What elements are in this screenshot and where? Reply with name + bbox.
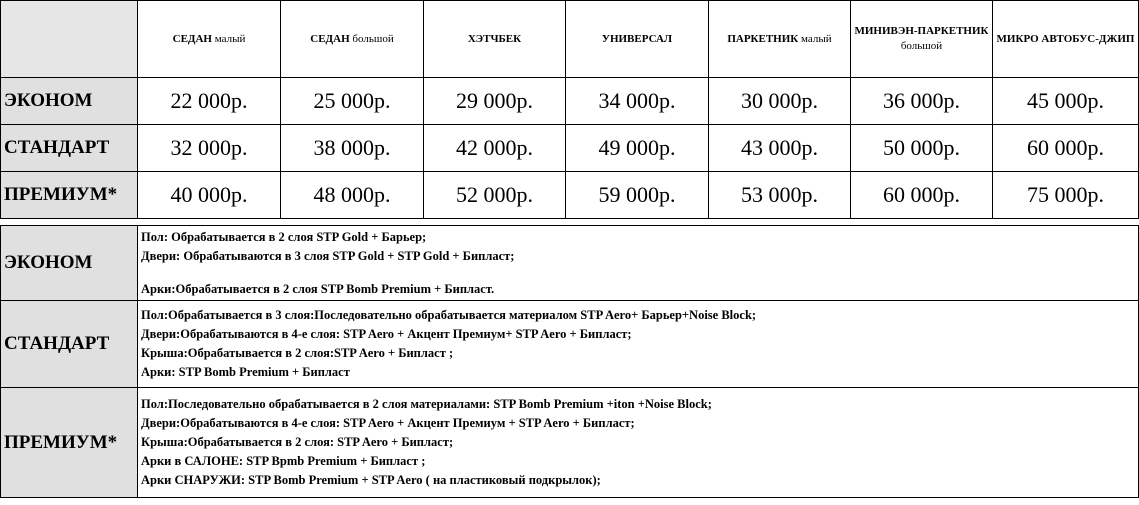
price-cell: 45 000р. (993, 78, 1139, 125)
price-cell: 34 000р. (566, 78, 709, 125)
desc-line: Двери:Обрабатываются в 4-е слоя: STP Aero + Акцент Премиум + STP Aero + Бипласт; (141, 416, 635, 430)
price-cell: 36 000р. (851, 78, 993, 125)
desc-line: Пол:Последовательно обрабатывается в 2 слоя материалами: STP Bomb Premium +iton +Noise Block; (141, 397, 712, 411)
desc-row-econom (1, 226, 1139, 301)
price-row-premium (1, 172, 1139, 219)
desc-text-econom (138, 226, 1139, 301)
col-header-hatchback: ХЭТЧБЕК (424, 1, 566, 78)
price-row-econom (1, 78, 1139, 125)
price-cell: 52 000р. (424, 172, 566, 219)
price-cell: 25 000р. (281, 78, 424, 125)
price-cell: 50 000р. (851, 125, 993, 172)
description-table (0, 225, 1139, 498)
price-cell: 42 000р. (424, 125, 566, 172)
price-row-standard (1, 125, 1139, 172)
tier-label-standard: СТАНДАРТ (1, 125, 138, 172)
desc-line: Арки: STP Bomb Premium + Бипласт (141, 365, 350, 379)
desc-text-premium (138, 388, 1139, 498)
desc-line: Пол:Обрабатывается в 3 слоя:Последовательно обрабатывается материалом STP Aero+ Барьер+Noise Block; (141, 308, 757, 322)
tier-label-econom: ЭКОНОМ (1, 78, 138, 125)
price-cell: 48 000р. (281, 172, 424, 219)
price-cell: 40 000р. (138, 172, 281, 219)
desc-tier-econom: ЭКОНОМ (1, 226, 138, 301)
desc-line: Пол: Обрабатывается в 2 слоя STP Gold + Барьер; (141, 229, 427, 244)
price-cell: 22 000р. (138, 78, 281, 125)
price-cell: 30 000р. (709, 78, 851, 125)
desc-line: Арки в САЛОНЕ: STP Bpmb Premium + Бипласт ; (141, 454, 426, 468)
col-header-minivan-large: МИНИВЭН-ПАРКЕТНИК большой (851, 1, 993, 78)
desc-line: Арки СНАРУЖИ: STP Bomb Premium + STP Aero ( на пластиковый подкрылок); (141, 473, 601, 487)
desc-tier-standard: СТАНДАРТ (1, 301, 138, 388)
desc-line: Крыша:Обрабатывается в 2 слоя: STP Aero + Бипласт; (141, 435, 454, 449)
col-header-crossover-small: ПАРКЕТНИК малый (709, 1, 851, 78)
price-cell: 60 000р. (993, 125, 1139, 172)
col-header-sedan-large: СЕДАН большой (281, 1, 424, 78)
price-cell: 49 000р. (566, 125, 709, 172)
corner-cell (1, 1, 138, 78)
tier-label-premium: ПРЕМИУМ* (1, 172, 138, 219)
desc-line: Двери:Обрабатываются в 4-е слоя: STP Aero + Акцент Премиум+ STP Aero + Бипласт; (141, 327, 632, 341)
desc-tier-premium: ПРЕМИУМ* (1, 388, 138, 498)
price-cell: 60 000р. (851, 172, 993, 219)
desc-line: Двери: Обрабатываются в 3 слоя STP Gold + STP Gold + Бипласт; (141, 248, 515, 263)
desc-text-standard (138, 301, 1139, 388)
col-header-wagon: УНИВЕРСАЛ (566, 1, 709, 78)
col-header-sedan-small: СЕДАН малый (138, 1, 281, 78)
header-row (1, 1, 1139, 78)
desc-row-premium (1, 388, 1139, 498)
price-cell: 43 000р. (709, 125, 851, 172)
price-cell: 75 000р. (993, 172, 1139, 219)
price-cell: 29 000р. (424, 78, 566, 125)
price-table (0, 0, 1139, 219)
desc-row-standard (1, 301, 1139, 388)
price-cell: 32 000р. (138, 125, 281, 172)
col-header-microbus-jeep: МИКРО АВТОБУС-ДЖИП (993, 1, 1139, 78)
desc-line: Арки:Обрабатывается в 2 слоя STP Bomb Premium + Бипласт. (141, 281, 495, 296)
price-cell: 59 000р. (566, 172, 709, 219)
desc-line: Крыша:Обрабатывается в 2 слоя:STP Aero + Бипласт ; (141, 346, 454, 360)
price-cell: 53 000р. (709, 172, 851, 219)
price-cell: 38 000р. (281, 125, 424, 172)
